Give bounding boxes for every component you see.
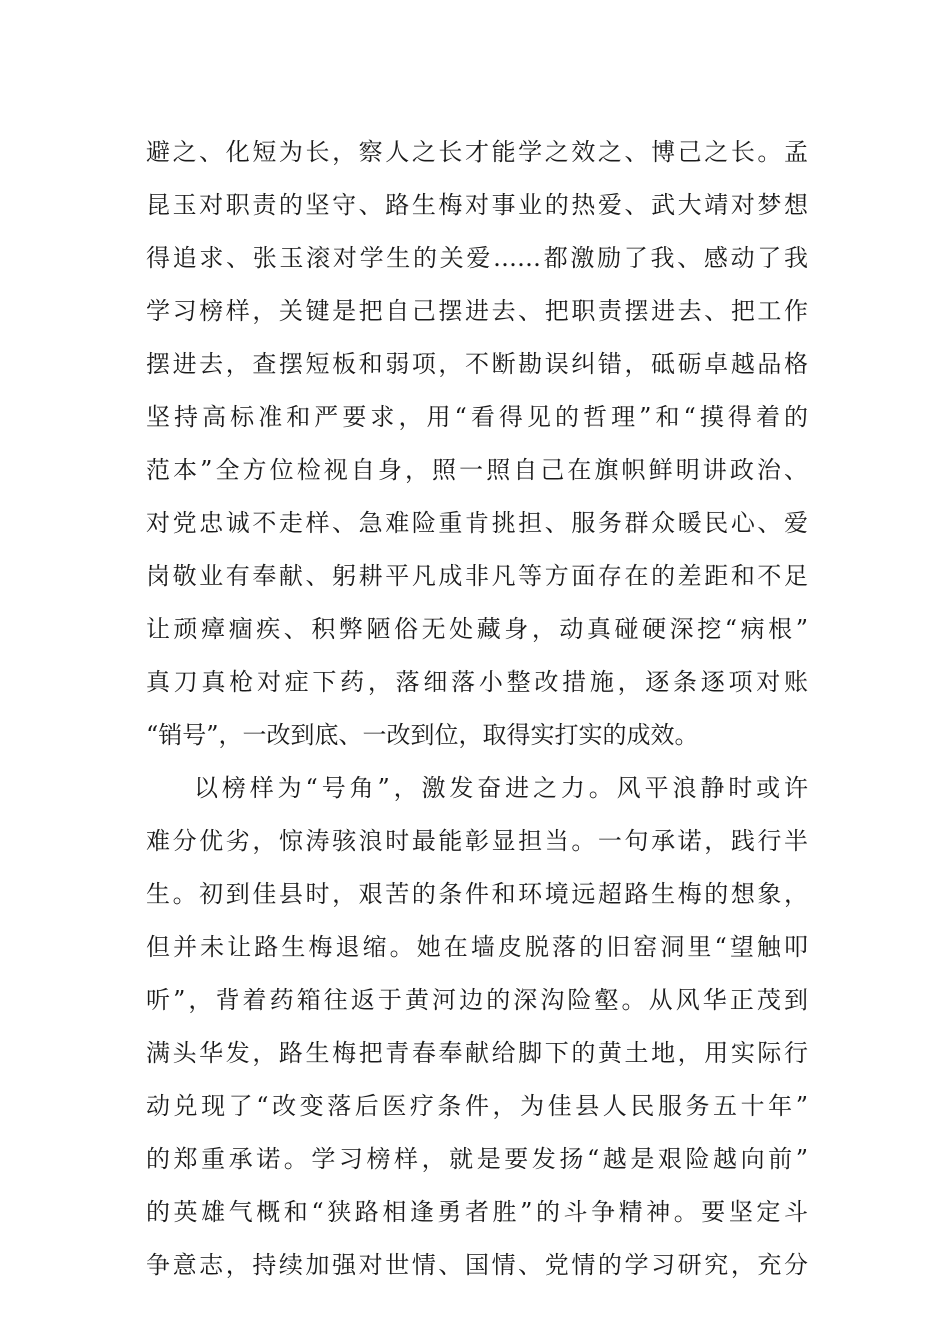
text-line: 摆进去，查摆短板和弱项，不断勘误纠错，砥砺卓越品格	[146, 350, 808, 378]
text-line: 范本”全方位检视自身，照一照自己在旗帜鲜明讲政治、	[146, 456, 808, 484]
text-line: 难分优劣，惊涛骇浪时最能彰显担当。一句承诺，践行半	[146, 827, 808, 855]
text-line: 岗敬业有奉献、躬耕平凡成非凡等方面存在的差距和不足	[146, 562, 808, 590]
text-line: 对党忠诚不走样、急难险重肯挑担、服务群众暖民心、爱	[146, 509, 808, 537]
text-line: 的英雄气概和“狭路相逢勇者胜”的斗争精神。要坚定斗	[146, 1198, 808, 1226]
text-line: 听”，背着药箱往返于黄河边的深沟险壑。从风华正茂到	[146, 986, 808, 1014]
paragraph-start-line: 以榜样为“号角”，激发奋进之力。风平浪静时或许	[194, 774, 808, 802]
text-line: 争意志，持续加强对世情、国情、党情的学习研究，充分	[146, 1251, 808, 1279]
text-line: 但并未让路生梅退缩。她在墙皮脱落的旧窑洞里“望触叩	[146, 933, 808, 961]
text-line: 得追求、张玉滚对学生的关爱……都激励了我、感动了我	[146, 244, 808, 272]
text-line: 昆玉对职责的坚守、路生梅对事业的热爱、武大靖对梦想	[146, 191, 808, 219]
text-line: 学习榜样，关键是把自己摆进去、把职责摆进去、把工作	[146, 297, 808, 325]
paragraph-end-line: “销号”，一改到底、一改到位，取得实打实的成效。	[146, 721, 699, 749]
text-line: 生。初到佳县时，艰苦的条件和环境远超路生梅的想象，	[146, 880, 808, 908]
text-line: 满头华发，路生梅把青春奉献给脚下的黄土地，用实际行	[146, 1039, 808, 1067]
text-line: 坚持高标准和严要求，用“看得见的哲理”和“摸得着的	[146, 403, 808, 431]
text-line: 避之、化短为长，察人之长才能学之效之、博己之长。孟	[146, 138, 808, 166]
text-line: 真刀真枪对症下药，落细落小整改措施，逐条逐项对账	[146, 668, 808, 696]
text-line: 让顽瘴痼疾、积弊陋俗无处藏身，动真碰硬深挖“病根”	[146, 615, 808, 643]
text-line: 的郑重承诺。学习榜样，就是要发扬“越是艰险越向前”	[146, 1145, 808, 1173]
body-text	[146, 126, 808, 1292]
text-line: 动兑现了“改变落后医疗条件，为佳县人民服务五十年”	[146, 1092, 808, 1120]
